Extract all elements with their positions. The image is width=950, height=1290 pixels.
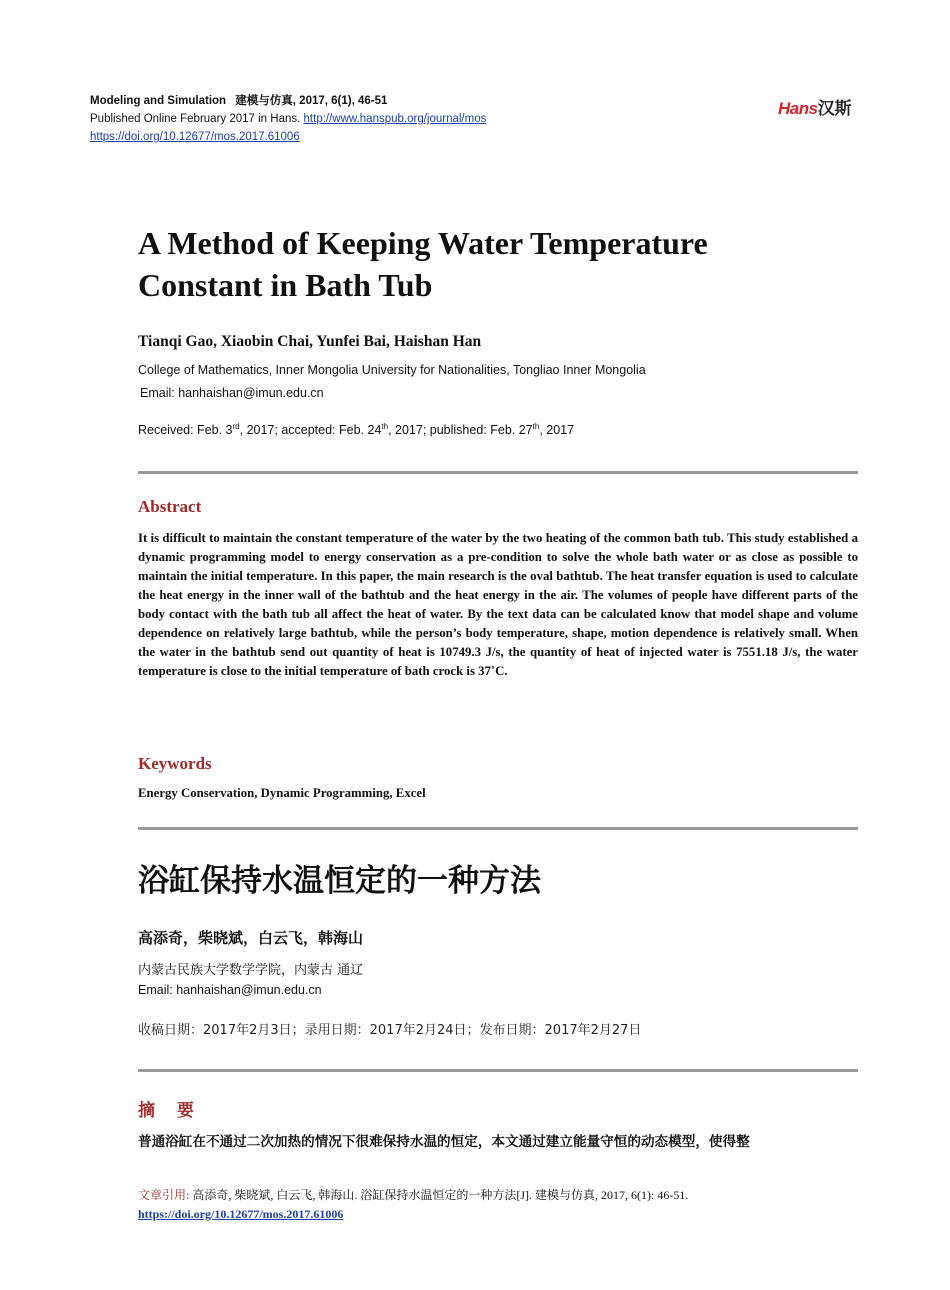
logo-cn: 汉斯 — [817, 99, 852, 118]
citation-doi-line — [138, 1205, 688, 1224]
paper-title — [138, 222, 838, 306]
cn-email: Email: hanhaishan@imun.edu.cn — [138, 983, 322, 997]
dates — [138, 422, 574, 437]
authors: Tianqi Gao, Xiaobin Chai, Yunfei Bai, Haishan Han — [138, 333, 482, 350]
received-sup: rd — [232, 422, 240, 431]
journal-header — [90, 92, 486, 146]
affiliation: College of Mathematics, Inner Mongolia University for Nationalities, Tongliao Inner Mongolia — [138, 363, 646, 377]
cn-abstract-heading: 摘 要 — [138, 1101, 202, 1121]
citation-label: 文章引用: — [138, 1188, 190, 1202]
cn-title: 浴缸保持水温恒定的一种方法 — [138, 863, 541, 899]
cn-dates: 收稿日期：2017年2月3日；录用日期：2017年2月24日；发布日期：2017年2月27日 — [138, 1023, 642, 1038]
keywords-heading: Keywords — [138, 754, 212, 773]
citation-doi-link[interactable]: https://doi.org/10.12677/mos.2017.61006 — [138, 1207, 344, 1221]
published-line — [90, 110, 486, 128]
abstract-text: It is difficult to maintain the constant temperature of the water by the two heating of the common bath tub. This study established a dynamic programming model to energy conservation as a pre-condition to solve the whole bath water or as close as possible to maintain the initial temperature. In this paper, the main research is the oval bathtub. The heat transfer equation is used to calculate the heat energy in the inner wall of the bathtub and the heat energy in the air. The volumes of people have different parts of the body contact with the bath tub all affect the heat of water. By the text data can be calculated know that model shape and volume dependence on relatively large bathtub, while the person’s body temperature, shape, motion dependence is relatively small. When the water in the bathtub send out quantity of heat is 10749.3 J/s, the quantity of heat of injected water is 7551.18 J/s, the water temperature is close to the initial temperature of bath crock is 37˚C. — [138, 531, 858, 678]
title-line-2: Constant in Bath Tub — [138, 267, 433, 303]
title-line-1: A Method of Keeping Water Temperature — [138, 225, 708, 261]
published-date: , 2017; published: Feb. 27 — [388, 423, 533, 438]
accepted-sup: th — [381, 422, 389, 431]
citation — [138, 1186, 688, 1224]
divider — [138, 1069, 858, 1072]
doi-line — [90, 128, 486, 146]
journal-name-en: Modeling and Simulation — [90, 95, 227, 107]
cn-abstract-text: 普通浴缸在不通过二次加热的情况下很难保持水温的恒定，本文通过建立能量守恒的动态模型，使得整 — [138, 1134, 750, 1150]
citation-line — [138, 1186, 688, 1205]
keywords-text: Energy Conservation, Dynamic Programming, Excel — [138, 786, 426, 800]
divider — [138, 827, 858, 830]
cn-authors: 高添奇，柴晓斌，白云飞，韩海山 — [138, 929, 364, 947]
divider — [138, 471, 858, 474]
doi-link[interactable]: https://doi.org/10.12677/mos.2017.61006 — [90, 131, 300, 143]
journal-name-cn: 建模与仿真, 2017, 6(1), 46-51 — [235, 95, 388, 107]
logo-en: Hans — [778, 99, 818, 118]
published-text: Published Online February 2017 in Hans. — [90, 113, 301, 125]
published-sup: th — [532, 422, 540, 431]
abstract-heading: Abstract — [138, 497, 202, 516]
journal-url-link[interactable]: http://www.hanspub.org/journal/mos — [303, 113, 487, 125]
date-year: , 2017 — [539, 423, 575, 438]
received-date: Received: Feb. 3 — [138, 423, 233, 438]
journal-line — [90, 92, 486, 110]
cn-affiliation: 内蒙古民族大学数学学院，内蒙古 通辽 — [138, 963, 364, 978]
email: Email: hanhaishan@imun.edu.cn — [140, 386, 324, 400]
citation-text: 高添奇, 柴晓斌, 白云飞, 韩海山. 浴缸保持水温恒定的一种方法[J]. 建模与仿真, 2017, 6(1): 46-51. — [189, 1188, 689, 1202]
accepted-date: , 2017; accepted: Feb. 24 — [239, 423, 382, 438]
hans-logo — [778, 94, 852, 119]
